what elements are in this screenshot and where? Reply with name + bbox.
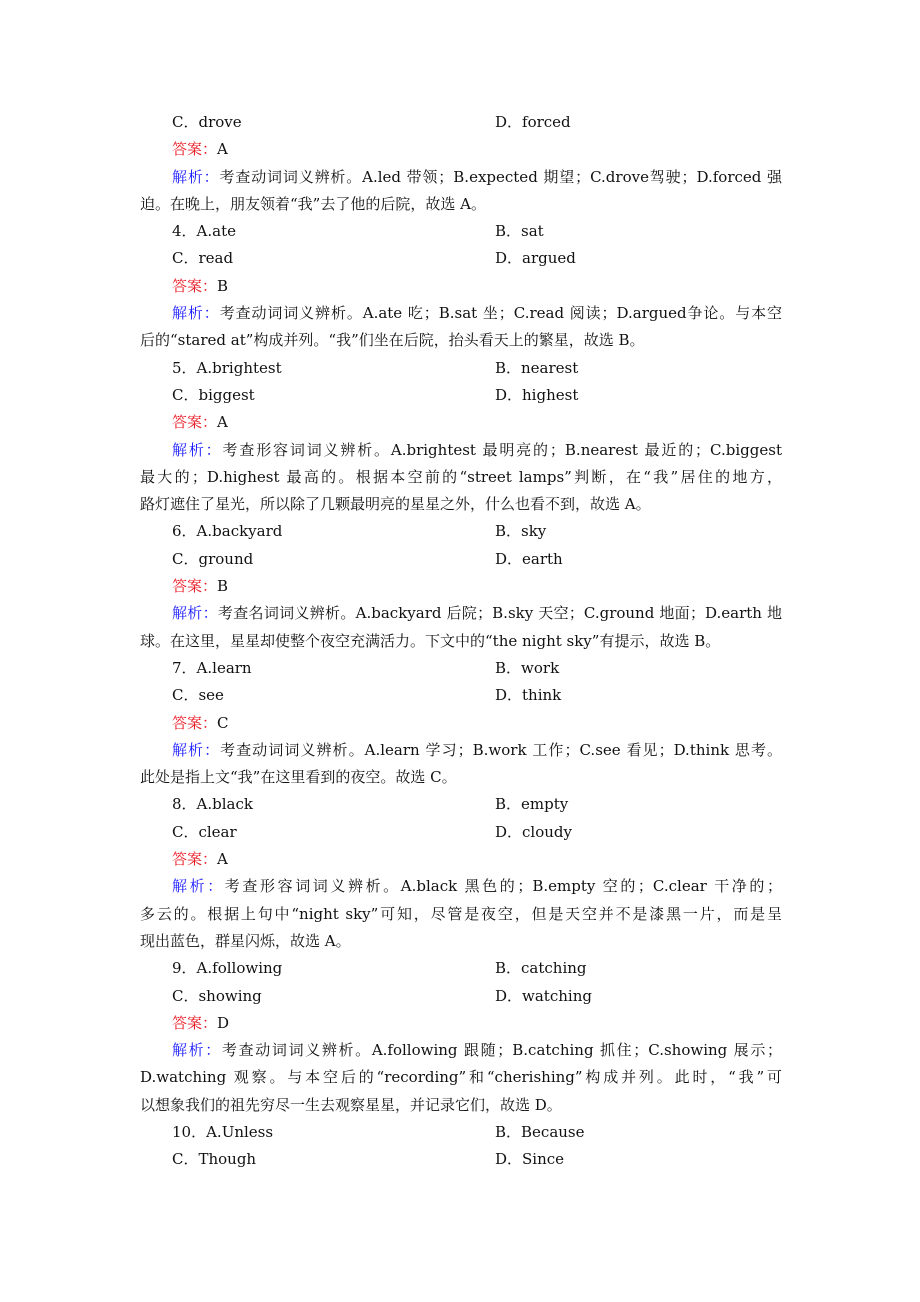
explanation-line	[140, 1037, 782, 1064]
option-row	[140, 983, 782, 1010]
analysis-label: 解析：	[172, 1041, 222, 1060]
explanation-line	[140, 191, 782, 218]
option-row	[140, 1119, 782, 1146]
explanation-line	[140, 300, 782, 327]
answer-value: B	[217, 577, 229, 596]
explanation-text: 考查动词词义辨析。A.ate 吃；B.sat 坐；C.read 阅读；D.argued争论。与本空	[219, 304, 782, 323]
explanation-line	[140, 327, 782, 354]
answer-line	[140, 273, 782, 300]
option-right: D．Since	[495, 1150, 565, 1169]
answer-line	[140, 846, 782, 873]
explanation-line	[140, 464, 782, 491]
answer-label: 答案：	[172, 140, 218, 159]
explanation-line	[140, 437, 782, 464]
option-left: C．see	[172, 686, 224, 705]
analysis-label: 解析：	[172, 440, 223, 459]
explanation-line	[140, 873, 782, 900]
explanation-text: 球。在这里，星星却使整个夜空充满活力。下文中的“the night sky”有提示，故选 B。	[140, 631, 721, 650]
option-right: B．Because	[495, 1122, 585, 1141]
option-right: B．empty	[495, 795, 569, 814]
option-right: B．work	[495, 658, 560, 677]
option-left: C．Though	[172, 1150, 257, 1169]
analysis-label: 解析：	[172, 740, 221, 759]
option-row	[140, 382, 782, 409]
option-row	[140, 791, 782, 818]
answer-label: 答案：	[172, 850, 218, 869]
option-row	[140, 218, 782, 245]
answer-label: 答案：	[172, 1013, 218, 1032]
option-right: D．cloudy	[495, 822, 572, 841]
answer-label: 答案：	[172, 713, 218, 732]
answer-value: B	[217, 276, 229, 295]
explanation-line	[140, 1092, 782, 1119]
explanation-text: 考查动词词义辨析。A.led 带领；B.expected 期望；C.drove驾驶；D.forced 强	[219, 167, 782, 186]
explanation-text: 最大的；D.highest 最高的。根据本空前的“street lamps”判断，在“我”居住的地方，	[140, 467, 782, 486]
option-row	[140, 245, 782, 272]
option-row	[140, 109, 782, 136]
option-row	[140, 819, 782, 846]
explanation-text: 迫。在晚上，朋友领着“我”去了他的后院，故选 A。	[140, 194, 486, 213]
option-left: 4．A.ate	[172, 222, 236, 241]
option-left: C．ground	[172, 549, 254, 568]
option-right: B．nearest	[495, 358, 579, 377]
option-right: D．forced	[495, 113, 571, 131]
option-row	[140, 955, 782, 982]
explanation-line	[140, 600, 782, 627]
option-left: 7．A.learn	[172, 658, 252, 677]
explanation-line	[140, 491, 782, 518]
option-right: B．sat	[495, 222, 544, 241]
answer-line	[140, 409, 782, 436]
analysis-label: 解析：	[172, 604, 218, 623]
explanation-line	[140, 628, 782, 655]
explanation-text: 现出蓝色，群星闪烁，故选 A。	[140, 931, 351, 950]
option-left: 6．A.backyard	[172, 522, 283, 541]
answer-label: 答案：	[172, 577, 218, 596]
answer-value: C	[217, 713, 229, 732]
explanation-text: 此处是指上文“我”在这里看到的夜空。故选 C。	[140, 768, 457, 787]
document-body	[140, 109, 782, 1174]
option-right: B．sky	[495, 522, 547, 541]
option-left: 10．A.Unless	[172, 1122, 274, 1141]
option-left: 8．A.black	[172, 795, 253, 814]
option-right: D．think	[495, 686, 562, 705]
option-left: C．biggest	[172, 385, 255, 404]
explanation-text: 多云的。根据上句中“night sky”可知，尽管是夜空，但是天空并不是漆黑一片，而是呈	[140, 904, 782, 923]
answer-value: D	[217, 1013, 230, 1032]
option-row	[140, 682, 782, 709]
explanation-line	[140, 764, 782, 791]
explanation-text: 考查名词词义辨析。A.backyard 后院；B.sky 天空；C.ground 地面；D.earth 地	[217, 604, 782, 623]
option-right: D．watching	[495, 986, 592, 1005]
explanation-text: 考查动词词义辨析。A.learn 学习；B.work 工作；C.see 看见；D.think 思考。	[220, 740, 782, 759]
analysis-label: 解析：	[172, 167, 220, 186]
answer-value: A	[217, 413, 228, 432]
option-right: D．earth	[495, 549, 563, 568]
option-left: 9．A.following	[172, 959, 283, 978]
option-row	[140, 518, 782, 545]
explanation-line	[140, 737, 782, 764]
option-left: C．clear	[172, 822, 237, 841]
explanation-text: 考查形容词词义辨析。A.black 黑色的；B.empty 空的；C.clear 干净的；	[224, 877, 782, 896]
answer-line	[140, 573, 782, 600]
explanation-text: 以想象我们的祖先穷尽一生去观察星星，并记录它们，故选 D。	[140, 1095, 562, 1114]
option-right: D．argued	[495, 249, 576, 268]
analysis-label: 解析：	[172, 877, 225, 896]
explanation-line	[140, 928, 782, 955]
answer-label: 答案：	[172, 276, 218, 295]
explanation-text: 考查动词词义辨析。A.following 跟随；B.catching 抓住；C.showing 展示；	[221, 1041, 782, 1060]
explanation-text: D.watching 观察。与本空后的“recording”和“cherishing”构成并列。此时，“我”可	[140, 1068, 782, 1087]
answer-value: A	[217, 140, 228, 159]
answer-line	[140, 1010, 782, 1037]
explanation-line	[140, 164, 782, 191]
analysis-label: 解析：	[172, 304, 220, 323]
option-row	[140, 1146, 782, 1173]
explanation-text: 考查形容词词义辨析。A.brightest 最明亮的；B.nearest 最近的；C.biggest	[222, 440, 782, 459]
explanation-line	[140, 901, 782, 928]
answer-value: A	[217, 850, 228, 869]
explanation-text: 路灯遮住了星光，所以除了几颗最明亮的星星之外，什么也看不到，故选 A。	[140, 495, 651, 514]
option-row	[140, 546, 782, 573]
option-left: C．read	[172, 249, 234, 268]
answer-line	[140, 710, 782, 737]
option-right: D．highest	[495, 385, 579, 404]
explanation-line	[140, 1064, 782, 1091]
option-row	[140, 655, 782, 682]
option-left: 5．A.brightest	[172, 358, 282, 377]
answer-label: 答案：	[172, 413, 218, 432]
option-left: C．showing	[172, 986, 262, 1005]
explanation-text: 后的“stared at”构成并列。“我”们坐在后院，抬头看天上的繁星，故选 B。	[140, 331, 645, 350]
option-row	[140, 355, 782, 382]
option-left: C．drove	[172, 113, 242, 131]
option-right: B．catching	[495, 959, 587, 978]
answer-line	[140, 136, 782, 163]
